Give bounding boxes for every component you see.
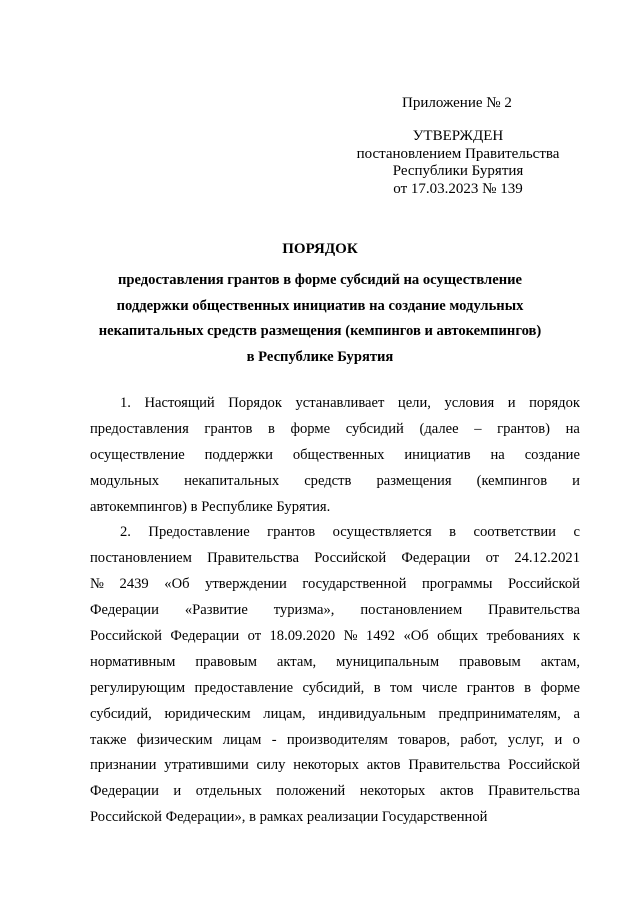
- paragraph-line: 2. Предоставление грантов осуществляется в соответствии с: [120, 524, 580, 541]
- paragraph-line: нормативным правовым актам, муниципальным правовым актам,: [90, 653, 580, 670]
- document-body: [90, 391, 580, 831]
- approval-line: постановлением Правительства: [356, 145, 560, 162]
- paragraph-line: Федерации «Развитие туризма», постановлением Правительства: [90, 602, 580, 619]
- paragraph: [90, 520, 580, 831]
- subtitle-line: в Республике Бурятия: [246, 348, 394, 365]
- appendix-label: Приложение № 2: [402, 95, 512, 111]
- paragraph-line: автокемпингов) в Республике Бурятия.: [90, 498, 331, 515]
- paragraph-line: Российской Федерации», в рамках реализации Государственной: [90, 809, 488, 826]
- paragraph-line: модульных некапитальных средств размещения (кемпингов и: [90, 472, 580, 489]
- approval-line: от 17.03.2023 № 139: [393, 180, 523, 197]
- document-subtitle: [0, 268, 640, 370]
- paragraph-line: постановлением Правительства Российской Федерации от 24.12.2021: [90, 550, 580, 567]
- paragraph-line: осуществление поддержки общественных инициатив на создание: [90, 446, 580, 463]
- approval-line: УТВЕРЖДЕН: [412, 128, 504, 144]
- paragraph-line: Российской Федерации от 18.09.2020 № 1492 «Об общих требованиях к: [90, 628, 580, 645]
- paragraph-line: предоставления грантов в форме субсидий (далее – грантов) на: [90, 420, 580, 437]
- paragraph: [90, 391, 580, 520]
- paragraph-line: № 2439 «Об утверждении государственной программы Российской: [90, 576, 580, 593]
- paragraph-line: также физическим лицам - производителям товаров, работ, услуг, и о: [90, 731, 580, 748]
- paragraph-line: 1. Настоящий Порядок устанавливает цели, условия и порядок: [120, 395, 580, 411]
- document-title: ПОРЯДОК: [282, 241, 358, 257]
- subtitle-line: поддержки общественных инициатив на создание модульных: [116, 297, 524, 314]
- paragraph-line: регулирующим предоставление субсидий, в том числе грантов в форме: [90, 679, 580, 696]
- paragraph-line: признании утратившими силу некоторых актов Правительства Российской: [90, 757, 580, 774]
- paragraph-line: субсидий, юридическим лицам, индивидуальным предпринимателям, а: [90, 705, 580, 722]
- subtitle-line: некапитальных средств размещения (кемпингов и автокемпингов): [98, 323, 542, 339]
- approval-line: Республики Бурятия: [392, 163, 524, 179]
- subtitle-line: предоставления грантов в форме субсидий на осуществление: [117, 272, 523, 288]
- paragraph-line: Федерации и отдельных положений некоторых актов Правительства: [90, 783, 580, 800]
- approval-block: [330, 128, 586, 198]
